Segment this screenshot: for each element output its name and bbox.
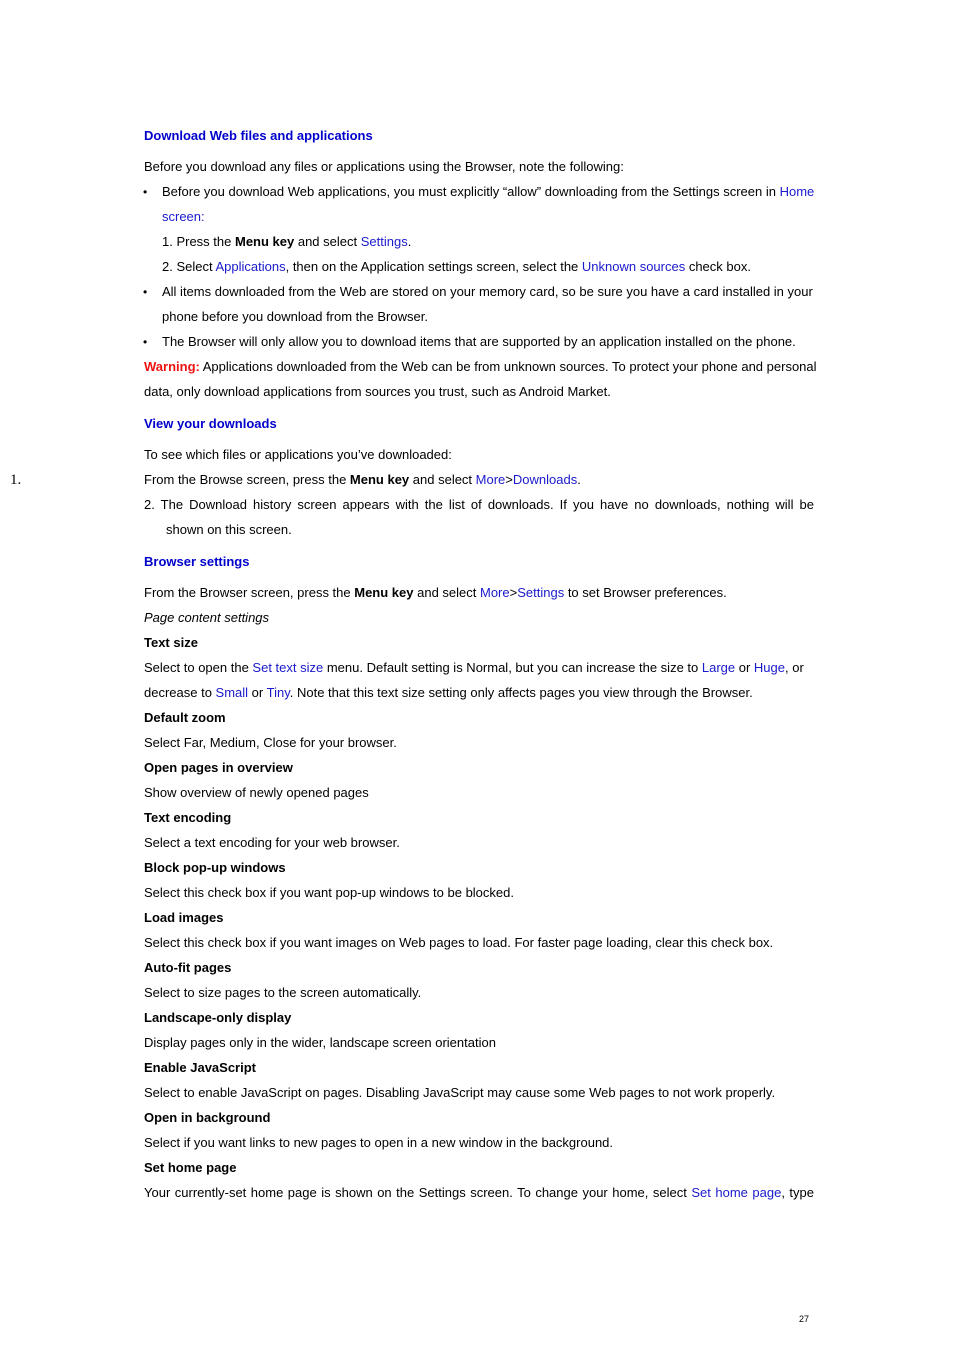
auto-fit-title: Auto-fit pages — [144, 960, 232, 975]
tiny-link[interactable]: Tiny — [266, 685, 290, 700]
default-zoom-desc: Select Far, Medium, Close for your browser. — [144, 735, 397, 750]
text-size-line-2: decrease to Small or Tiny. Note that this text size setting only affects pages you view through the Browser. — [144, 685, 753, 700]
text-encoding-title: Text encoding — [144, 810, 232, 825]
downloads-link[interactable]: Downloads — [512, 472, 578, 487]
warning-line-2: data, only download applications from sources you trust, such as Android Market. — [144, 384, 611, 399]
view-step-1: From the Browse screen, press the Menu key and select More>Downloads. — [144, 472, 581, 487]
view-intro: To see which files or applications you’ve downloaded: — [144, 447, 452, 462]
step-2: 2. Select Applications, then on the Application settings screen, select the Unknown sources check box. — [162, 259, 751, 274]
download-intro: Before you download any files or applications using the Browser, note the following: — [144, 159, 624, 174]
set-text-size-link[interactable]: Set text size — [252, 660, 324, 675]
auto-fit-desc: Select to size pages to the screen automatically. — [144, 985, 422, 1000]
large-link[interactable]: Large — [701, 660, 736, 675]
browser-intro: From the Browser screen, press the Menu key and select More>Settings to set Browser preferences. — [144, 585, 727, 600]
page-content-subheading: Page content settings — [144, 610, 270, 625]
settings-link[interactable]: Settings — [517, 585, 565, 600]
more-link[interactable]: More — [475, 472, 506, 487]
text-size-title: Text size — [144, 635, 198, 650]
step-1: 1. Press the Menu key and select Settings. — [162, 234, 412, 249]
bullet-3: The Browser will only allow you to download items that are supported by an application installed on the phone. — [162, 334, 796, 349]
background-title: Open in background — [144, 1110, 271, 1125]
bullet-2-line-2: phone before you download from the Browser. — [162, 309, 428, 324]
text-size-line-1: Select to open the Set text size menu. Default setting is Normal, but you can increase the size to Large or Huge, or — [144, 660, 804, 675]
heading-view-downloads: View your downloads — [144, 416, 277, 431]
warning-label: Warning: — [144, 359, 200, 374]
settings-link[interactable]: Settings — [360, 234, 408, 249]
page-number: 27 — [799, 1314, 810, 1324]
bullet: • — [143, 335, 148, 349]
bullet-2-line-1: All items downloaded from the Web are stored on your memory card, so be sure you have a card installed in your — [162, 284, 813, 299]
background-desc: Select if you want links to new pages to open in a new window in the background. — [144, 1135, 614, 1150]
heading-download: Download Web files and applications — [144, 128, 373, 143]
open-overview-title: Open pages in overview — [144, 760, 293, 775]
view-step-2-line-2: shown on this screen. — [166, 522, 292, 537]
home-page-desc: Your currently-set home page is shown on the Settings screen. To change your home, select Set home page, type — [144, 1185, 814, 1200]
load-images-title: Load images — [144, 910, 224, 925]
list-marker: 1. — [10, 472, 22, 488]
bullet: • — [143, 285, 148, 299]
landscape-desc: Display pages only in the wider, landscape screen orientation — [144, 1035, 496, 1050]
bullet-1-line-2[interactable]: screen: — [162, 209, 205, 224]
set-home-page-link[interactable]: Set home page — [691, 1185, 782, 1200]
more-link[interactable]: More — [480, 585, 510, 600]
default-zoom-title: Default zoom — [144, 710, 226, 725]
home-page-title: Set home page — [144, 1160, 237, 1175]
javascript-title: Enable JavaScript — [144, 1060, 256, 1075]
warning-line-1: Warning: Applications downloaded from the Web can be from unknown sources. To protect your phone and personal — [144, 359, 817, 374]
block-popup-desc: Select this check box if you want pop-up windows to be blocked. — [144, 885, 514, 900]
view-step-2-line-1: 2. The Download history screen appears with the list of downloads. If you have no downloads, nothing will be — [144, 497, 814, 512]
block-popup-title: Block pop-up windows — [144, 860, 286, 875]
home-link[interactable]: Home — [779, 184, 815, 199]
applications-link[interactable]: Applications — [215, 259, 286, 274]
open-overview-desc: Show overview of newly opened pages — [144, 785, 369, 800]
bullet-1-line-1: Before you download Web applications, you must explicitly “allow” downloading from the Settings screen in Home — [162, 184, 815, 199]
bullet: • — [143, 185, 148, 199]
huge-link[interactable]: Huge — [753, 660, 785, 675]
text-encoding-desc: Select a text encoding for your web browser. — [144, 835, 400, 850]
javascript-desc: Select to enable JavaScript on pages. Disabling JavaScript may cause some Web pages to not work properly. — [144, 1085, 776, 1100]
unknown-sources-link[interactable]: Unknown sources — [581, 259, 686, 274]
heading-browser-settings: Browser settings — [144, 554, 250, 569]
load-images-desc: Select this check box if you want images on Web pages to load. For faster page loading, clear this check box. — [144, 935, 774, 950]
landscape-title: Landscape-only display — [144, 1010, 292, 1025]
small-link[interactable]: Small — [215, 685, 249, 700]
